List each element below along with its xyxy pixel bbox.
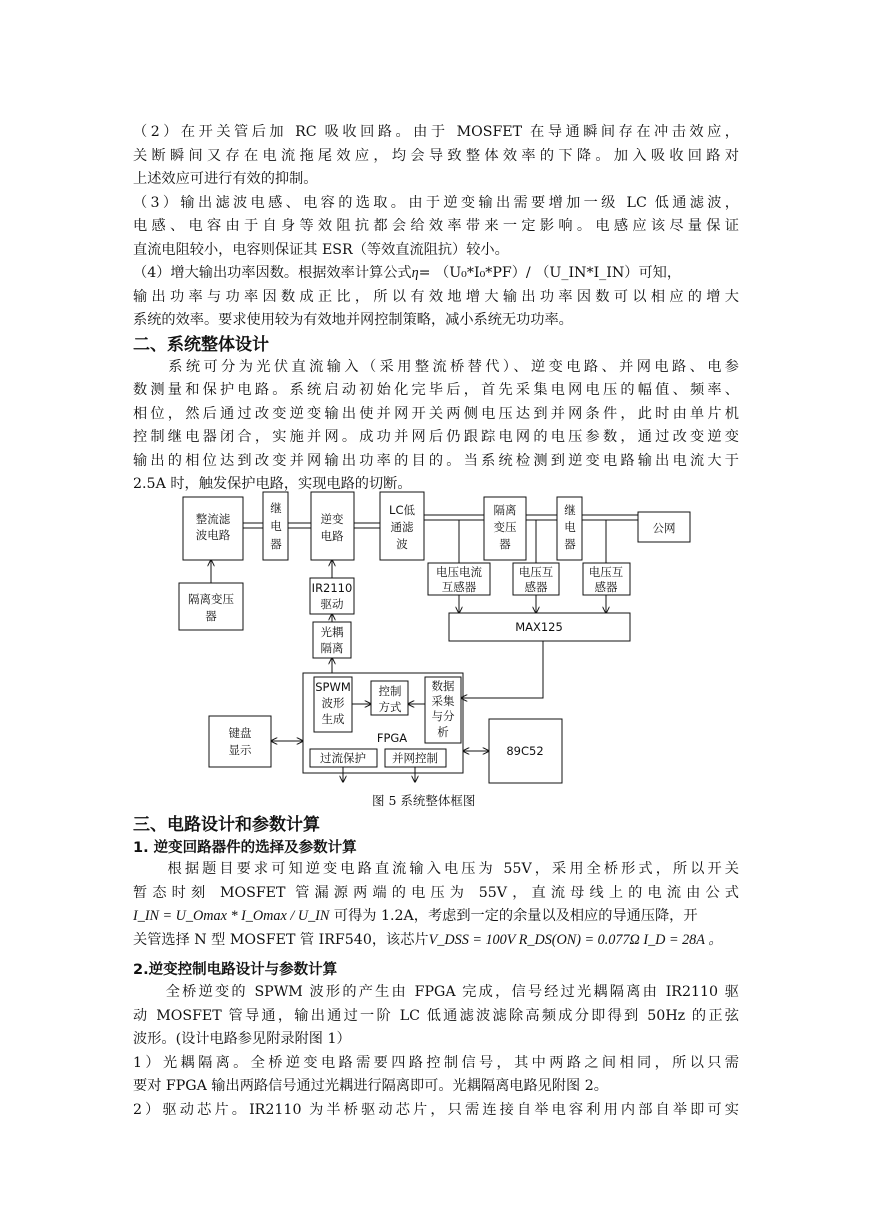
- opto-label-2: 隔离: [320, 641, 344, 655]
- driver-label-1: IR2110: [311, 581, 353, 595]
- mosfet-params: V_DSS = 100V R_DS(ON) = 0.077Ω I_D = 28A 。: [428, 932, 723, 948]
- driver-box: [310, 578, 354, 614]
- fpga-box: [303, 673, 463, 773]
- relay2-label-2: 电: [564, 520, 576, 534]
- efficiency-formula-line: [133, 262, 739, 286]
- iso-in-label-2: 器: [205, 609, 217, 623]
- grid-ctrl-label: 并网控制: [392, 751, 438, 765]
- text-line: 系统可分为光伏直流输入（采用整流桥替代）、逆变电路、并网电路、电参: [133, 359, 739, 375]
- driver-label-2: 驱动: [320, 597, 344, 611]
- text-line: （2）在开关管后加 RC 吸收回路。由于 MOSFET 在导通瞬间存在冲击效应，: [133, 124, 739, 140]
- text-line: 1）光耦隔离。全桥逆变电路需要四路控制信号，其中两路之间相同，所以只需: [133, 1055, 739, 1071]
- text-line: 系统的效率。要求使用较为有效地并网控制策略，减小系统无功功率。: [133, 312, 573, 328]
- spwm-label-2: 波形: [321, 696, 345, 710]
- text-segment: 关管选择 N 型 MOSFET 管 IRF540，该芯片: [133, 932, 429, 948]
- text-line: 暂态时刻 MOSFET 管漏源两端的电压为 55V，直流母线上的电流由公式: [133, 885, 739, 901]
- data-acq-label-3: 与分: [431, 709, 455, 723]
- figure-caption: 图 5 系统整体框图: [372, 793, 476, 808]
- v-sensor2-label-2: 感器: [594, 580, 618, 594]
- text-line: 输出功率与功率因数成正比，所以有效地增大输出功率因数可以相应的增大: [133, 289, 739, 305]
- spwm-label-3: 生成: [321, 712, 345, 726]
- relay1-label-3: 器: [270, 537, 282, 551]
- relay2-label-3: 器: [564, 537, 576, 551]
- mosfet-params-line: [133, 929, 739, 953]
- spwm-label-1: SPWM: [315, 680, 351, 694]
- keyboard-label-2: 显示: [228, 743, 252, 757]
- subsection-title: 2.逆变控制电路设计与参数计算: [133, 962, 338, 978]
- inverter-label-2: 电路: [320, 529, 344, 543]
- spwm-box: [314, 677, 352, 732]
- eta-symbol: η: [411, 265, 419, 281]
- text-line: 根据题目要求可知逆变电路直流输入电压为 55V，采用全桥形式，所以开关: [133, 861, 739, 877]
- keyboard-label-1: 键盘: [228, 726, 252, 740]
- iso-transformer-in-box: [179, 583, 243, 630]
- opto-label-1: 光耦: [320, 625, 344, 639]
- vi-sensor-box: [428, 563, 490, 595]
- text-line: （3）输出滤波电感、电容的选取。由于逆变输出需要增加一级 LC 低通滤波，: [133, 195, 739, 211]
- lc-filter-box: [380, 492, 424, 560]
- grid-box: [638, 512, 690, 542]
- lc-label-1: LC低: [389, 503, 415, 517]
- text-line: 动 MOSFET 管导通，输出通过一阶 LC 低通滤波滤除高频成分即得到 50Hz 的正弦: [133, 1008, 739, 1024]
- text-line: 2）驱动芯片。IR2110 为半桥驱动芯片，只需连接自举电容利用内部自举即可实: [133, 1102, 739, 1118]
- rectifier-box: [183, 497, 243, 560]
- mcu-label: 89C52: [506, 744, 544, 758]
- fpga-label: FPGA: [376, 731, 408, 745]
- inverter-box: [311, 492, 354, 560]
- relay1-label-1: 继: [270, 501, 282, 515]
- keyboard-box: [209, 716, 271, 767]
- data-acq-label-1: 数据: [431, 679, 455, 693]
- control-box: [371, 681, 408, 715]
- max125-label: MAX125: [515, 620, 563, 634]
- v-sensor1-label-1: 电压互: [518, 565, 554, 579]
- relay2-label-1: 继: [564, 503, 576, 517]
- v-sensor1-box: [513, 563, 559, 595]
- text-line: 2.5A 时，触发保护电路，实现电路的切断。: [133, 476, 412, 492]
- lc-label-2: 通滤: [390, 520, 414, 534]
- text-line: 上述效应可进行有效的抑制。: [133, 171, 318, 187]
- iso-label-2: 变压: [493, 520, 517, 534]
- data-acq-label-4: 析: [437, 725, 449, 739]
- text-line: 控制继电器闭合，实施并网。成功并网后仍跟踪电网的电压参数，通过改变逆变: [133, 429, 739, 445]
- control-label-1: 控制: [378, 684, 402, 698]
- relay1-box: [263, 492, 288, 560]
- text-line: 输出的相位达到改变并网输出功率的目的。当系统检测到逆变电路输出电流大于: [133, 453, 739, 469]
- data-acq-box: [425, 677, 461, 743]
- max125-box: [449, 613, 630, 641]
- opto-box: [313, 622, 351, 658]
- text-line: 相位，然后通过改变逆变输出使并网开关两侧电压达到并网条件，此时由单片机: [133, 406, 739, 422]
- iso-transformer-box: [484, 497, 526, 560]
- text-segment: （4）增大输出功率因数。根据效率计算公式: [133, 265, 412, 281]
- section-title: 二、系统整体设计: [133, 335, 269, 355]
- overcurrent-label: 过流保护: [320, 751, 366, 765]
- text-line: 电感、电容由于自身等效阻抗都会给效率带来一定影响。电感应该尽量保证: [133, 218, 739, 234]
- text-line: 波形。(设计电路参见附录附图 1）: [133, 1031, 351, 1047]
- overcurrent-box: [310, 749, 377, 767]
- current-formula: I_IN = U_Omax * I_Omax / U_IN: [133, 908, 330, 924]
- text-line: 数测量和保护电路。系统启动初始化完毕后，首先采集电网电压的幅值、频率、: [133, 382, 739, 398]
- iso-in-label-1: 隔离变压: [188, 592, 234, 606]
- vi-sensor-label-2: 互感器: [441, 580, 477, 594]
- rectifier-label-2: 波电路: [195, 528, 231, 542]
- control-label-2: 方式: [378, 700, 402, 714]
- mcu-box: [489, 719, 562, 783]
- text-line: 要对 FPGA 输出两路信号通过光耦进行隔离即可。光耦隔离电路见附图 2。: [133, 1078, 608, 1094]
- section-title: 三、电路设计和参数计算: [133, 815, 320, 835]
- grid-ctrl-box: [385, 749, 446, 767]
- v-sensor1-label-2: 感器: [524, 580, 548, 594]
- rectifier-label-1: 整流滤: [195, 512, 231, 526]
- lc-label-3: 波: [396, 537, 408, 551]
- current-formula-line: [133, 905, 739, 929]
- iso-label-1: 隔离: [493, 503, 517, 517]
- efficiency-formula: = （U₀*I₀*PF）/ （U_IN*I_IN）: [418, 265, 639, 281]
- v-sensor2-box: [583, 563, 630, 595]
- text-segment: 可知，: [638, 265, 682, 281]
- vi-sensor-label-1: 电压电流: [436, 565, 482, 579]
- text-line: 全桥逆变的 SPWM 波形的产生由 FPGA 完成，信号经过光耦隔离由 IR2110 驱: [133, 984, 739, 1000]
- relay2-box: [557, 497, 582, 560]
- text-segment: 可得为 1.2A，考虑到一定的余量以及相应的导通压降，开: [333, 908, 698, 924]
- relay1-label-2: 电: [270, 519, 282, 533]
- subsection-title: 1. 逆变回路器件的选择及参数计算: [133, 840, 357, 856]
- v-sensor2-label-1: 电压互: [588, 565, 624, 579]
- iso-label-3: 器: [499, 537, 511, 551]
- text-line: 直流电阻较小，电容则保证其 ESR（等效直流阻抗）较小。: [133, 242, 509, 258]
- inverter-label-1: 逆变: [320, 512, 344, 526]
- data-acq-label-2: 采集: [431, 694, 455, 708]
- text-line: 关断瞬间又存在电流拖尾效应，均会导致整体效率的下降。加入吸收回路对: [133, 148, 739, 164]
- grid-label: 公网: [652, 521, 676, 535]
